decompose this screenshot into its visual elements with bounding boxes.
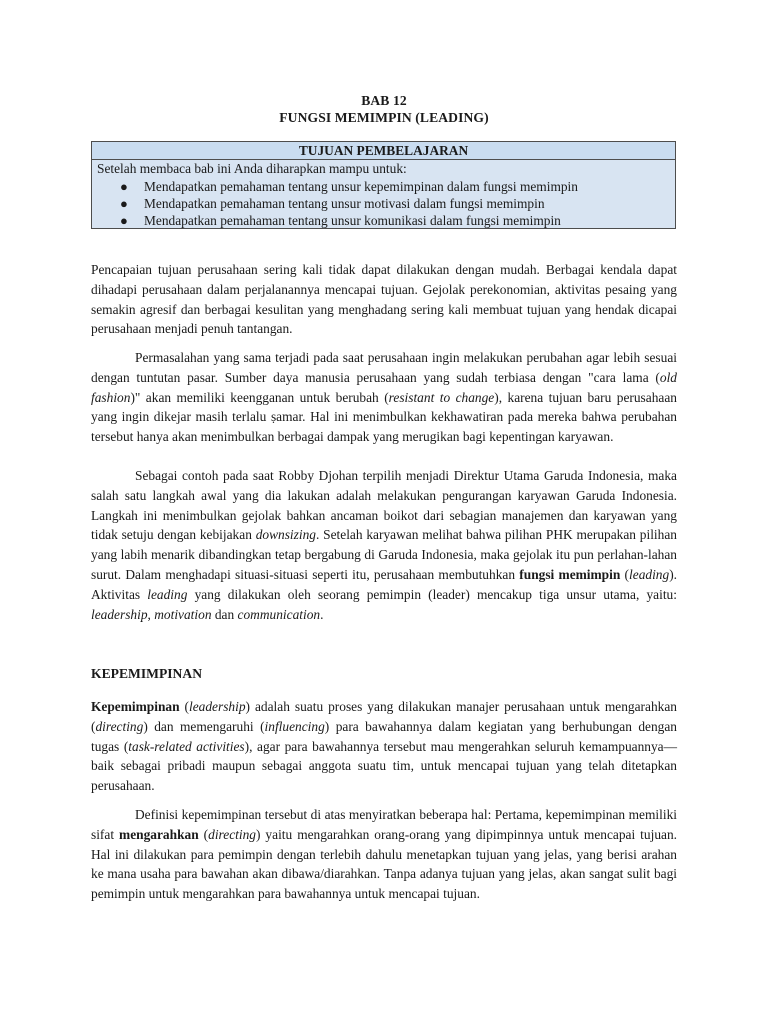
objective-item — [92, 178, 675, 195]
objectives-intro: Setelah membaca bab ini Anda diharapkan mampu untuk: — [97, 161, 407, 176]
text-run: yang dilakukan oleh seorang pemimpin (leader) mencakup tiga unsur utama, yaitu: — [187, 586, 677, 602]
text-run: ) yaitu mengarahkan orang-orang yang dipimpinnya untuk mencapai tujuan. Hal ini dilakukan para pemimpin dengan terlebih dahulu menetapkan tujuan yang jelas, yang berisi arahan ke mana usaha para bawahan akan dibawa/diarahkan. Tanpa adanya tujuan yang jelas, akan sangat sulit bagi pemimpin untuk mengarahkan para bawahannya untuk mencapai tujuan. — [91, 826, 678, 902]
paragraph — [91, 348, 677, 447]
text-run: ), agar para bawahannya tersebut mau mengerahkan seluruh kemampuannya—baik sebagai pribadi maupun sebagai anggota suatu tim, untuk mencapai tujuan yang telah ditetapkan perusahaan. — [91, 738, 677, 794]
text-run: )" akan memiliki keengganan untuk berubah ( — [130, 389, 389, 405]
bold-term: Kepemimpinan — [91, 699, 180, 714]
bold-term: mengarahkan — [119, 826, 199, 842]
text-run: ) adalah suatu proses yang dilakukan manajer perusahaan untuk mengarahkan ( — [91, 699, 677, 734]
bullet-icon: ● — [120, 213, 128, 228]
text-run: Definisi kepemimpinan tersebut di atas menyiratkan beberapa hal: Pertama, kepemimpinan memiliki sifat — [91, 807, 677, 842]
objectives-header: TUJUAN PEMBELAJARAN — [92, 142, 675, 160]
text-run: Permasalahan yang sama terjadi pada saat perusahaan ingin melakukan perubahan agar lebih sesuai dengan tuntutan pasar. Sumber daya manusia perusahaan yang sudah terbiasa dengan "cara lama ( — [91, 350, 677, 385]
paragraph — [91, 805, 677, 904]
italic-term: directing — [95, 718, 144, 734]
text-run: ) para bawahannya dalam kegiatan yang berhubungan dengan tugas ( — [91, 718, 677, 754]
italic-term: leadership — [188, 699, 246, 714]
italic-term: leadership — [91, 606, 148, 622]
text-run: dan — [211, 606, 238, 622]
text-run: ( — [620, 566, 630, 582]
italic-term: influencing — [264, 718, 325, 734]
text-run: ), karena tujuan baru perusahaan yang ingin dikejar masih terlalu ṣamar. Hal ini menimbulkan kekhawatiran pada mereka bahwa perubahan tersebut hanya akan menimbulkan berbagai dampak yang merugikan bagi kepentingan karyawan. — [91, 389, 677, 445]
italic-term: downsizing — [255, 527, 316, 543]
objective-item — [92, 212, 675, 229]
text-run: Pencapaian tujuan perusahaan sering kali tidak dapat dilakukan dengan mudah. Berbagai kendala dapat dihadapi perusahaan dalam perjalanannya mencapai tujuan. Gejolak perekonomian, aktivitas pesaing yang semakin agresif dan berbagai kesulitan yang menghadang sering kali membuat tujuan yang hendak dicapai perusahaan menjadi penuh tantangan. — [91, 262, 677, 337]
italic-term: leading — [147, 586, 188, 602]
text-run: ). Aktivitas — [91, 566, 678, 602]
section-heading: KEPEMIMPINAN — [91, 666, 203, 681]
learning-objectives-box — [91, 141, 676, 229]
objective-text: Mendapatkan pemahaman tentang unsur kepemimpinan dalam fungsi memimpin — [144, 179, 578, 194]
objective-item — [92, 195, 675, 212]
chapter-number: BAB 12 — [361, 93, 407, 108]
italic-term: resistant to change — [388, 389, 495, 405]
text-run: ) dan memengaruhi ( — [143, 718, 265, 734]
italic-term: communication — [237, 606, 321, 622]
text-run: , — [147, 606, 155, 622]
bold-term: fungsi memimpin — [519, 566, 621, 582]
italic-term: leading — [629, 566, 670, 582]
italic-term: task-related activities — [128, 738, 245, 754]
objective-text: Mendapatkan pemahaman tentang unsur motivasi dalam fungsi memimpin — [144, 196, 545, 211]
paragraph — [91, 260, 677, 339]
text-run: . Setelah karyawan melihat bahwa pilihan PHK merupakan pilihan yang labih menarik dibandingkan tetap bergabung di Garuda Indonesia, maka gejolak itu pun perlahan-lahan surut. Dalam menghadapi situasi-situasi seperti itu, perusahaan membutuhkan — [91, 527, 677, 582]
text-run: . — [320, 606, 324, 622]
italic-term: directing — [208, 826, 256, 842]
bullet-icon: ● — [120, 179, 128, 194]
paragraph — [91, 466, 677, 624]
chapter-title: FUNGSI MEMIMPIN (LEADING) — [279, 110, 489, 125]
text-run: Sebagai contoh pada saat Robby Djohan terpilih menjadi Direktur Utama Garuda Indonesia, maka salah satu langkah awal yang dia lakukan adalah melakukan pengurangan karyawan Garuda Indonesia. Langkah ini menimbulkan gejolak bahkan ancaman boikot dari sebagian manajemen dan karyawan yang tidak setuju dengan kebijakan — [91, 468, 677, 543]
paragraph — [91, 697, 677, 796]
italic-term: motivation — [154, 606, 212, 622]
text-run: ( — [179, 699, 189, 714]
bullet-icon: ● — [120, 196, 128, 211]
objective-text: Mendapatkan pemahaman tentang unsur komunikasi dalam fungsi memimpin — [144, 213, 561, 228]
objectives-list — [92, 178, 675, 229]
text-run: ( — [198, 826, 209, 842]
italic-term: old fashion — [91, 369, 677, 405]
